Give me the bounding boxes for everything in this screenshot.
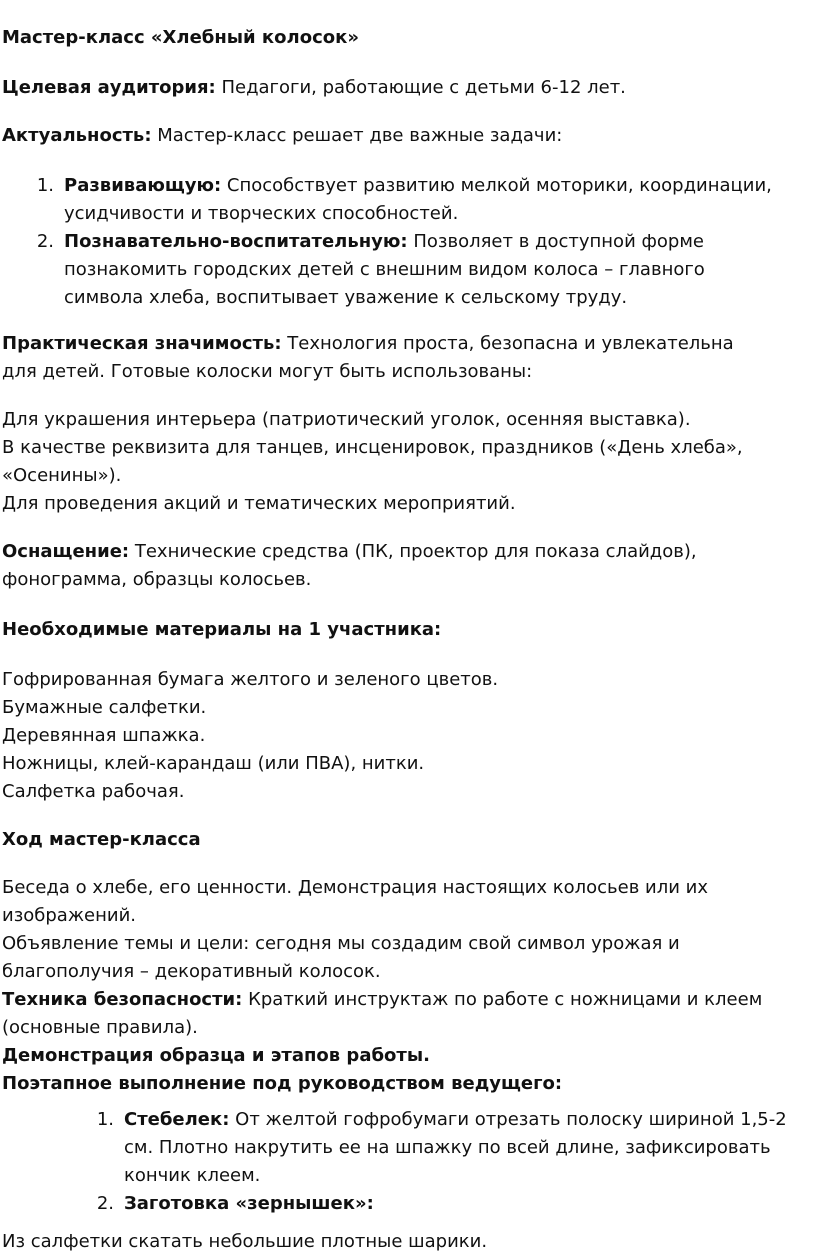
demo-line: Демонстрация образца и этапов работы. [2, 1045, 430, 1066]
list-item-label: Познавательно-воспитательную: [64, 231, 408, 252]
equipment-paragraph [2, 538, 722, 594]
safety-label: Техника безопасности: [2, 989, 243, 1010]
list-number: 2. [96, 1193, 114, 1214]
list-item [30, 228, 816, 312]
materials-heading: Необходимые материалы на 1 участника: [2, 619, 442, 640]
audience-paragraph [2, 74, 802, 102]
significance-text: Технология проста, безопасна и увлекательна для детей. Готовые колоски могут быть использованы: [2, 333, 734, 382]
list-number: 2. [36, 231, 54, 252]
equipment-text: Технические средства (ПК, проектор для показа слайдов), фонограмма, образцы колосьев. [2, 541, 697, 590]
list-item-text: Позволяет в доступной форме познакомить городских детей с внешним видом колоса – главного символа хлеба, воспитывает уважение к сельскому труду. [64, 231, 705, 308]
list-item-text: От желтой гофробумаги отрезать полоску шириной 1,5-2 см. Плотно накрутить ее на шпажку по всей длине, зафиксировать кончик клеем. [124, 1109, 787, 1186]
course-heading: Ход мастер-класса [2, 829, 201, 850]
list-item-label: Стебелек: [124, 1109, 230, 1130]
audience-label: Целевая аудитория: [2, 77, 216, 98]
use-item: Для проведения акций и тематических мероприятий. [2, 493, 516, 514]
list-number: 1. [96, 1109, 114, 1130]
list-item [30, 172, 816, 228]
list-number: 1. [36, 175, 54, 196]
stepwise-line: Поэтапное выполнение под руководством ведущего: [2, 1073, 563, 1094]
material-item: Деревянная шпажка. [2, 725, 206, 746]
course-topic: Объявление темы и цели: сегодня мы создадим свой символ урожая и благополучия – декоративный колосок. [2, 933, 680, 982]
relevance-text: Мастер-класс решает две важные задачи: [151, 125, 563, 146]
list-item-text: Способствует развитию мелкой моторики, координации, усидчивости и творческих способностей. [64, 175, 772, 224]
material-item: Салфетка рабочая. [2, 781, 185, 802]
final-line: Из салфетки скатать небольшие плотные шарики. [2, 1231, 488, 1252]
list-item [90, 1190, 816, 1218]
list-item-label: Заготовка «зернышек»: [124, 1193, 374, 1214]
list-item-label: Развивающую: [64, 175, 222, 196]
material-item: Бумажные салфетки. [2, 697, 207, 718]
use-item: Для украшения интерьера (патриотический уголок, осенняя выставка). [2, 409, 691, 430]
relevance-label: Актуальность: [2, 125, 152, 146]
use-item: В качестве реквизита для танцев, инсценировок, праздников («День хлеба», «Осенины»). [2, 437, 743, 486]
significance-paragraph [2, 330, 772, 386]
safety-paragraph [2, 986, 792, 1042]
safety-text: Краткий инструктаж по работе с ножницами и клеем (основные правила). [2, 989, 763, 1038]
course-talk: Беседа о хлебе, его ценности. Демонстрация настоящих колосьев или их изображений. [2, 877, 709, 926]
material-item: Гофрированная бумага желтого и зеленого цветов. [2, 669, 499, 690]
list-item [90, 1106, 816, 1190]
material-item: Ножницы, клей-карандаш (или ПВА), нитки. [2, 753, 425, 774]
audience-text: Педагоги, работающие с детьми 6-12 лет. [215, 77, 626, 98]
equipment-label: Оснащение: [2, 541, 130, 562]
significance-label: Практическая значимость: [2, 333, 282, 354]
relevance-paragraph [2, 122, 802, 150]
document-title: Мастер-класс «Хлебный колосок» [2, 27, 359, 48]
